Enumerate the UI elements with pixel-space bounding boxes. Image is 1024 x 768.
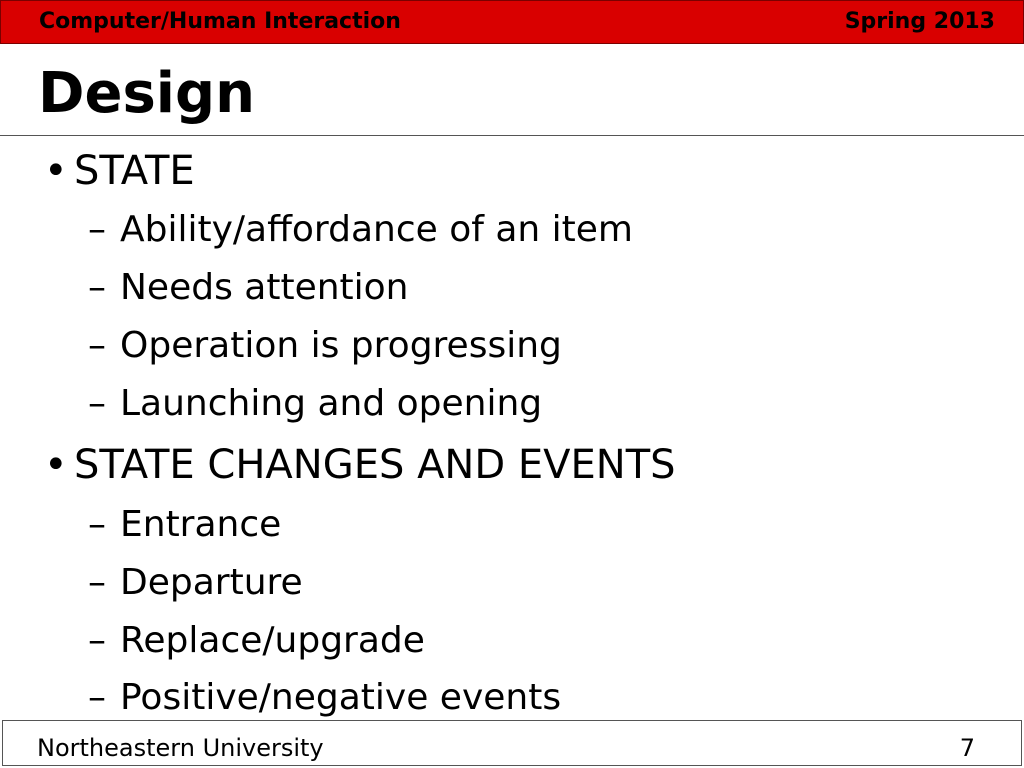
sub-item-text: Replace/upgrade [120, 620, 425, 661]
dash-marker: – [88, 267, 106, 308]
bullet-item [44, 441, 676, 489]
bullet-item [44, 147, 195, 195]
sub-item-text: Positive/negative events [120, 677, 562, 718]
institution-name: Northeastern University [37, 734, 324, 762]
bullet-text: STATE CHANGES AND EVENTS [74, 442, 676, 488]
title-divider [0, 135, 1024, 136]
dash-marker: – [88, 562, 106, 603]
footer [2, 720, 1022, 766]
dash-marker: – [88, 383, 106, 424]
dash-marker: – [88, 325, 106, 366]
sub-item-text: Entrance [120, 504, 282, 545]
sub-item [88, 208, 633, 252]
sub-item-text: Launching and opening [120, 383, 543, 424]
sub-item-text: Ability/affordance of an item [120, 209, 633, 250]
bullet-text: STATE [74, 148, 195, 194]
header-bar [0, 0, 1024, 44]
course-title: Computer/Human Interaction [39, 9, 401, 34]
sub-item [88, 324, 562, 368]
dash-marker: – [88, 620, 106, 661]
term-label: Spring 2013 [844, 9, 995, 34]
dash-marker: – [88, 209, 106, 250]
dash-marker: – [88, 504, 106, 545]
sub-item-text: Needs attention [120, 267, 409, 308]
sub-item [88, 266, 409, 310]
dash-marker: – [88, 677, 106, 718]
sub-item [88, 561, 303, 605]
sub-item [88, 676, 561, 720]
slide-title: Design [38, 61, 255, 126]
bullet-marker: • [44, 148, 68, 194]
sub-item [88, 503, 281, 547]
sub-item-text: Departure [120, 562, 303, 603]
sub-item [88, 382, 542, 426]
page-number: 7 [959, 734, 975, 762]
sub-item-text: Operation is progressing [120, 325, 562, 366]
bullet-marker: • [44, 442, 68, 488]
sub-item [88, 619, 425, 663]
